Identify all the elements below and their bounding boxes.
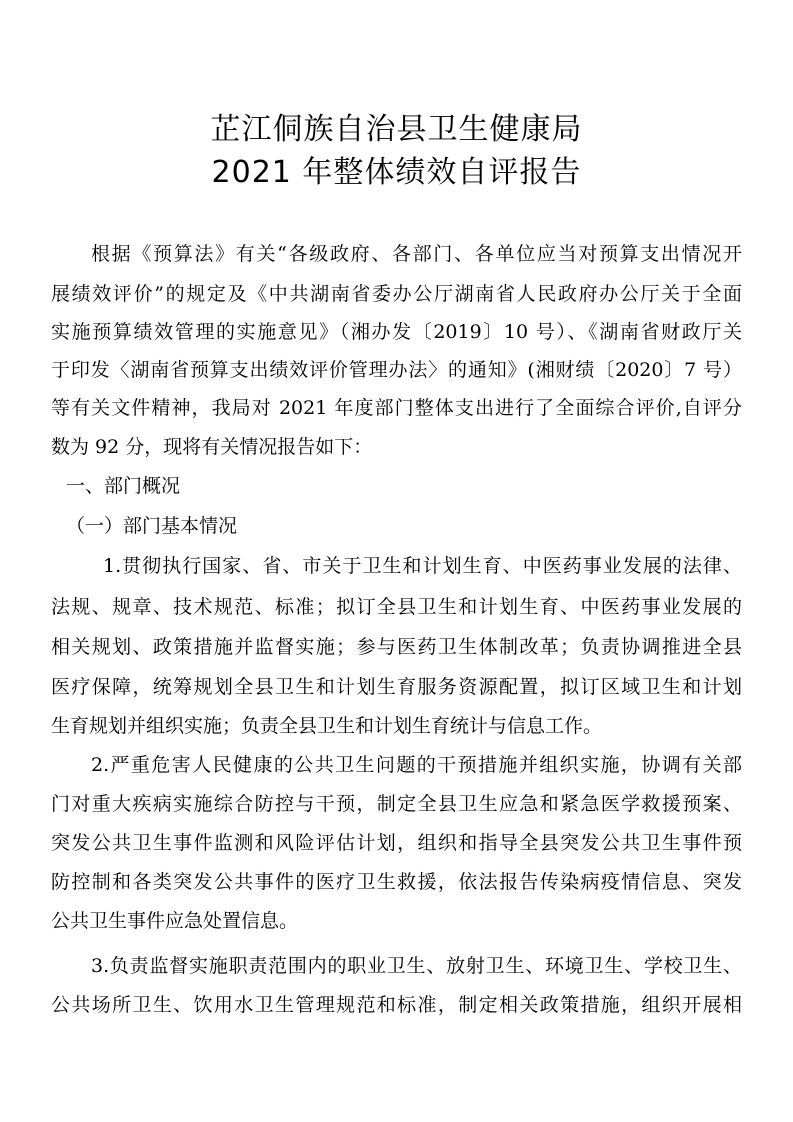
intro-line-2: 展绩效评价”的规定及《中共湖南省委办公厅湖南省人民政府办公厅关于全面 (51, 283, 742, 305)
item1-line-4: 医疗保障，统筹规划全县卫生和计划生育服务资源配置，拟订区域卫生和计划 (51, 676, 742, 698)
title-line-2: 2021 年整体绩效自评报告 (211, 155, 582, 190)
item1-line-1: 1.贯彻执行国家、省、市关于卫生和计划生育、中医药事业发展的法律、 (103, 555, 742, 577)
intro-line-3: 实施预算绩效管理的实施意见》（湘办发〔2019〕10 号）、《湖南省财政厅关 (51, 321, 742, 343)
item2-line-3: 突发公共卫生事件监测和风险评估计划，组织和指导全县突发公共卫生事件预 (51, 832, 742, 854)
section-heading-1: 一、部门概况 (66, 475, 181, 497)
item1-line-2: 法规、规章、技术规范、标准；拟订全县卫生和计划生育、中医药事业发展的 (51, 596, 742, 618)
item1-line-3: 相关规划、政策措施并监督实施；参与医药卫生体制改革；负责协调推进全县 (51, 636, 742, 658)
subsection-heading-1: （一）部门基本情况 (66, 515, 238, 537)
item2-line-4: 防控制和各类突发公共事件的医疗卫生救援，依法报告传染病疫情信息、突发 (51, 871, 742, 893)
intro-line-1: 根据《预算法》有关“各级政府、各部门、各单位应当对预算支出情况开 (91, 243, 742, 265)
intro-line-6: 数为 92 分，现将有关情况报告如下： (51, 436, 373, 458)
intro-line-5: 等有关文件精神，我局对 2021 年度部门整体支出进行了全面综合评价,自评分 (51, 397, 742, 419)
intro-line-4: 于印发〈湖南省预算支出绩效评价管理办法〉的通知》(湘财绩〔2020〕7 号） (51, 359, 742, 381)
item3-line-1: 3.负责监督实施职责范围内的职业卫生、放射卫生、环境卫生、学校卫生、 (91, 955, 742, 977)
item2-line-2: 门对重大疾病实施综合防控与干预，制定全县卫生应急和紧急医学救援预案、 (51, 793, 742, 815)
item1-line-5: 生育规划并组织实施；负责全县卫生和计划生育统计与信息工作。 (51, 715, 603, 737)
item3-line-2: 公共场所卫生、饮用水卫生管理规范和标准，制定相关政策措施，组织开展相 (51, 994, 742, 1016)
item2-line-5: 公共卫生事件应急处置信息。 (51, 910, 299, 932)
title-line-1: 芷江侗族自治县卫生健康局 (210, 112, 583, 147)
item2-line-1: 2.严重危害人民健康的公共卫生问题的干预措施并组织实施，协调有关部 (91, 754, 742, 776)
